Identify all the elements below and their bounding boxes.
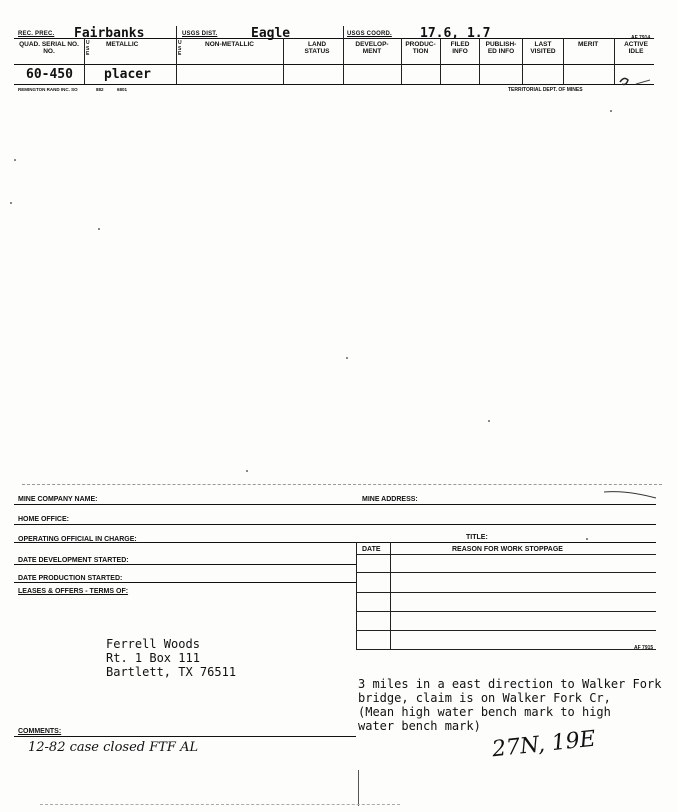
col-divider <box>563 38 564 84</box>
printer-code-a: 882 <box>96 87 104 92</box>
rule-date-production <box>14 582 356 583</box>
col-filed-info: FILED INFO <box>450 41 470 55</box>
col-production: PRODUC- TION <box>405 41 436 55</box>
rec-prec-value: Fairbanks <box>74 26 145 41</box>
stoppage-row-rule <box>356 611 656 612</box>
col-divider <box>283 38 284 84</box>
owner-name: Ferrell Woods <box>106 637 200 651</box>
rule-comments <box>14 736 356 737</box>
printer-code-b: 6801 <box>117 87 128 92</box>
col-metallic: METALLIC <box>106 41 139 48</box>
location-line3: (Mean high water bench mark to high <box>358 705 611 719</box>
speck <box>10 202 12 204</box>
speck <box>586 538 588 540</box>
col-divider <box>440 38 441 84</box>
rule-operating-official <box>14 542 656 543</box>
date-development-label: DATE DEVELOPMENT STARTED: <box>18 557 129 564</box>
col-quad-serial-text: QUAD. SERIAL NO. NO. <box>19 41 79 55</box>
mine-address-label: MINE ADDRESS: <box>362 496 418 503</box>
header-rule-mid <box>14 64 654 65</box>
operating-official-label: OPERATING OFFICIAL IN CHARGE: <box>18 536 137 543</box>
stoppage-row-rule <box>356 592 656 593</box>
col-development: DEVELOP- MENT <box>355 41 389 55</box>
stoppage-row-rule <box>356 630 656 631</box>
printer-imprint: REMINGTON RAND INC. SO <box>18 87 78 92</box>
top-dashes <box>22 484 662 485</box>
stoppage-left-border <box>356 542 357 650</box>
home-office-label: HOME OFFICE: <box>18 516 69 523</box>
rule-mine-company <box>14 504 656 505</box>
rule-home-office <box>14 524 656 525</box>
col-use-2: U S E <box>178 40 182 57</box>
col-divider <box>479 38 480 84</box>
quad-serial-value: 60-450 <box>26 67 73 82</box>
date-col-header: DATE <box>362 546 381 553</box>
form-code-bottom: AF 7915 <box>634 645 654 651</box>
comments-label: COMMENTS: <box>18 728 62 735</box>
stoppage-row-rule <box>356 572 656 573</box>
rule-date-development <box>14 564 356 565</box>
usgs-dist-value: Eagle <box>251 26 291 41</box>
usgs-coord-label: USGS COORD. <box>347 31 392 37</box>
owner-address-line3: Bartlett, TX 76511 <box>106 665 237 679</box>
rec-prec-label: REC. PREC. <box>18 31 55 37</box>
col-active-idle: ACTIVE IDLE <box>624 41 648 55</box>
speck <box>14 159 16 161</box>
reason-col-header: REASON FOR WORK STOPPAGE <box>452 546 563 553</box>
col-divider <box>614 38 615 84</box>
col-divider <box>343 26 344 84</box>
form-code-top: AF 7914 <box>631 35 651 41</box>
col-land-status: LAND STATUS <box>304 41 330 55</box>
col-published-info: PUBLISH- ED INFO <box>485 41 517 55</box>
location-line1: 3 miles in a east direction to Walker Fork <box>358 677 662 691</box>
bottom-dashes <box>40 804 400 805</box>
active-check-mark <box>616 72 656 88</box>
metallic-value: placer <box>104 67 151 82</box>
comment-handwriting: 12-82 case closed FTF AL <box>28 740 199 755</box>
dept-imprint: TERRITORIAL DEPT. OF MINES <box>508 87 583 93</box>
leases-label: LEASES & OFFERS - TERMS OF: <box>18 588 129 595</box>
mine-company-label: MINE COMPANY NAME: <box>18 496 98 503</box>
stoppage-date-divider <box>390 542 391 650</box>
speck <box>346 357 348 359</box>
col-divider <box>522 38 523 84</box>
address-scribble <box>602 486 658 500</box>
speck <box>98 228 100 230</box>
speck <box>246 470 248 472</box>
col-non-metallic: NON-METALLIC <box>205 41 254 48</box>
col-divider <box>176 26 177 84</box>
header-rule-bottom <box>14 84 654 85</box>
usgs-dist-label: USGS DIST. <box>182 31 218 37</box>
col-use-1: U S E <box>86 40 90 57</box>
title-label: TITLE: <box>466 534 488 541</box>
township-handwriting: 27N, 19E <box>490 726 597 763</box>
bottom-center-rule <box>358 770 359 806</box>
col-merit: MERIT <box>578 41 599 48</box>
speck <box>488 420 490 422</box>
usgs-coord-value: 17.6, 1.7 <box>420 26 491 41</box>
location-line4: water bench mark) <box>358 719 481 733</box>
stoppage-row-rule <box>356 554 656 555</box>
col-divider <box>84 38 85 84</box>
owner-address-line2: Rt. 1 Box 111 <box>106 651 200 665</box>
stoppage-row-rule <box>356 649 656 650</box>
col-quad-serial <box>18 42 80 56</box>
date-production-label: DATE PRODUCTION STARTED: <box>18 575 123 582</box>
location-line2: bridge, claim is on Walker Fork Cr, <box>358 691 611 705</box>
col-last-visited: LAST VISITED <box>530 41 556 55</box>
speck <box>610 110 612 112</box>
